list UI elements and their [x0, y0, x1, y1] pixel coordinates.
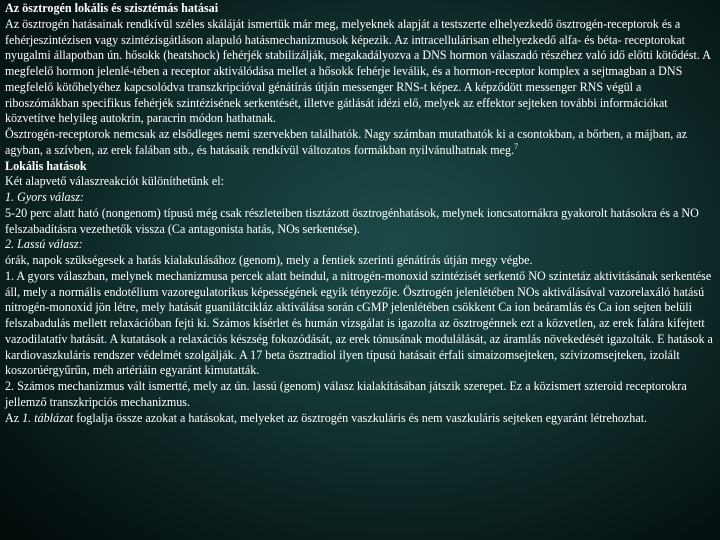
table-reference: 1. táblázat — [22, 410, 74, 425]
slow-response-text: órák, napok szükségesek a hatás kialakulásához (genom), mely a fentiek szerinti génátírás útján megy végbe. — [5, 253, 533, 267]
intro-paragraph-2 — [5, 127, 717, 159]
closing-pre: Az — [5, 410, 23, 425]
point-2-paragraph: 2. Számos mechanizmus vált ismertté, mely az ún. lassú (genom) válasz kialakításában játszik szerepet. Ez a közismert szteroid receptorokra jellemző transzkripciós mechanizmus. — [5, 379, 687, 409]
point-1-paragraph: 1. A gyors válaszban, melynek mechanizmusa percek alatt beindul, a nitrogén-monoxid szintézisét serkentő NO szintetáz aktivitásának serkentése áll, mely a normális endotélium vazoregulatorikus képességének egyik tényezője. Ösztrogén jelenlétében NOs aktiválásával vazorelaxáló hatású nitrogén-monoxid jön létre, mely hatását guanilátcikláz aktiválása során cGMP jelenlétében csökkent Ca ion beáramlás és Ca ion sejten belüli felszabadulás mellett relaxációban fejti ki. Számos kísérlet és humán vizsgálat is igazolta az ösztrogénnek ezt a közvetlen, az erek falára kifejtett vazodilatatív hatását. A kutatások a relaxációs készség fokozódását, az erek tónusának modulálását, az áramlás növekedését igazolták. E hatások a kardiovaszkuláris rendszer védelmét szolgálják. A 17 beta ösztradiol ilyen típusú hatásait érfali simaizomsejteken, szívizomsejteken, izolált koszorúérgyűrűn, méh artériáin egyaránt kimutatták. — [5, 268, 713, 378]
closing-post: foglalja össze azokat a hatásokat, melyeket az ösztrogén vaszkuláris és nem vaszkuláris sejteken egyaránt létrehozhat. — [73, 410, 648, 425]
section-lead: Két alapvető válaszreakciót különíthetünk el: — [5, 174, 224, 189]
footnote-ref: 7 — [514, 141, 519, 151]
closing-paragraph — [5, 411, 717, 427]
slide-text — [5, 1, 717, 426]
intro-paragraph-1: Az ösztrogén hatásainak rendkívül széles skáláját ismertük már meg, melyeknek alapját a testszerte elhelyezkedő ösztrogén-receptorok és a fehérjeszintézisen vagy szintézisgátláson alapuló hatásmechanizmusok képezik. Az intracellulárisan elhelyezkedő alfa- és béta- receptorokat nyugalmi állapotban ún. hősokk (heatshock) fehérjék stabilizálják, megakadályozva a DNS hormon válaszadó részéhez való idő előtti kötődést. A megfelelő hormon jelenlé-tében a receptor aktiválódása mellet a hősokk fehérje leválik, és a hormon-receptor komplex a sejtmagban a DNS megfelelő kötőhelyéhez kapcsolódva transzkripcióval génátírás útján messenger RNS-t képez. A képződött messenger RNS végül a riboszómákban specifikus fehérjék szintézisének serkentését, illetve gátlását idézi elő, melyek az effektor sejteken további információkat közvetítve helyileg autokrin, paracrin módon hathatnak. — [5, 16, 711, 126]
page-title: Az ösztrogén lokális és szisztémás hatásai — [5, 1, 219, 15]
intro-paragraph-2-text: Ösztrogén-receptorok nemcsak az elsődleges nemi szervekben találhatók. Nagy számban mutathatók ki a csontokban, a bőrben, a májban, az agyban, a szívben, az erek falában stb., és hatásaik rendkívül változatos formákban nyilvánulhatnak meg. — [5, 127, 688, 157]
fast-response-text: 5-20 perc alatt ható (nongenom) típusú még csak részleteiben tisztázott ösztrogénhatások, melynek ioncsatornákra gyakorolt hatásokra és a NO felszabadításra vezethetők vissza (Ca antagonista hatás, NOs serkentése). — [5, 205, 699, 236]
section-heading: Lokális hatások — [5, 158, 87, 173]
slow-response-label: 2. Lassú válasz: — [5, 237, 83, 252]
fast-response-label: 1. Gyors válasz: — [5, 190, 84, 204]
